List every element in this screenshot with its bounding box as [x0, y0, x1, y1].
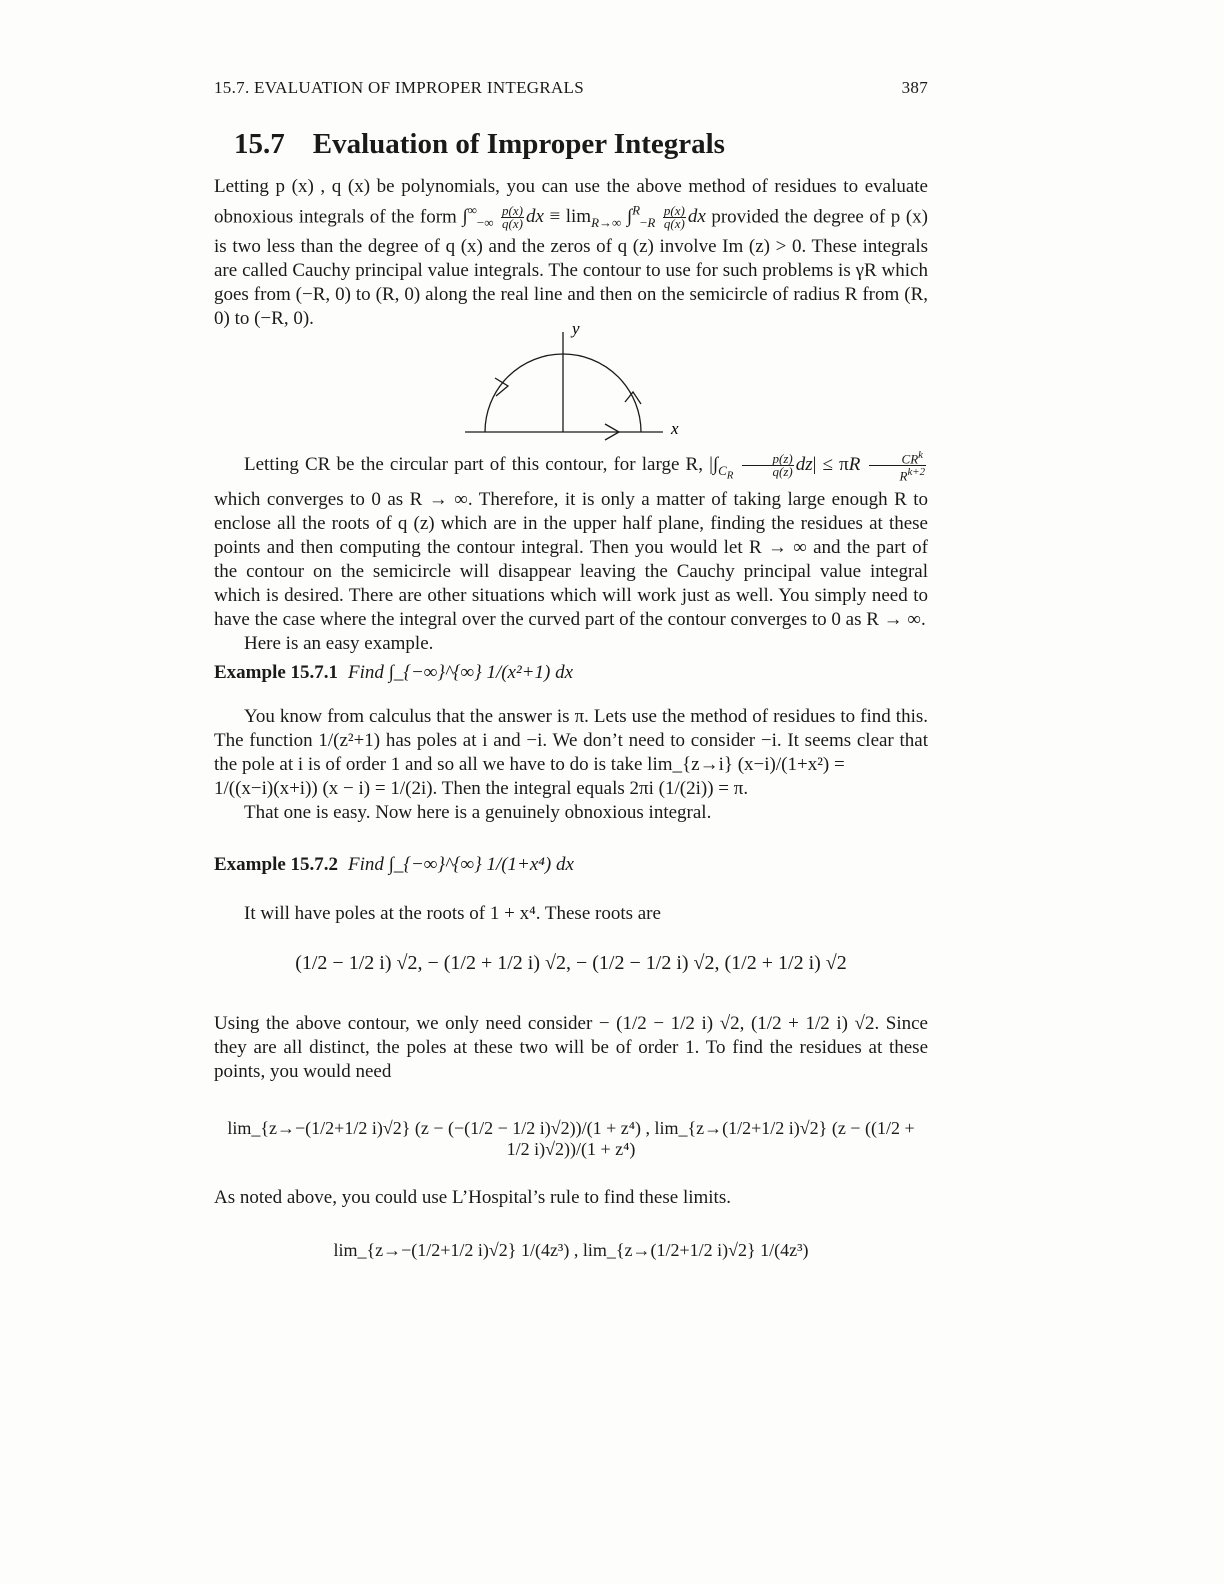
example-1-statement: Find ∫_{−∞}^{∞} 1/(x²+1) dx — [348, 662, 574, 683]
para2-text-1: Letting CR be the circular part of this contour, for large R, — [244, 454, 703, 476]
page-number: 387 — [901, 78, 928, 97]
example-2-body — [214, 1012, 928, 1084]
intro-integral-formula: $\int^\infty_{-\infty}$ $\frac{p(x)}{q(x)}$ dx ≡ $\lim_{R\to\infty} \int^R_{-R}$ $\frac{p(x)}{q(x)}$ dx — [462, 203, 706, 232]
example-2-label: Example 15.7.2 — [214, 854, 339, 875]
intro-paragraph — [214, 175, 928, 331]
arrow-left-icon — [495, 378, 508, 396]
example-1-heading — [214, 662, 573, 684]
contour-figure — [455, 318, 695, 442]
para2-text-3: Here is an easy example. — [244, 632, 434, 654]
contour-explanation — [214, 449, 928, 656]
lhospital-limits-formula: lim_{z→−(1/2+1/2 i)√2} 1/(4z³) , lim_{z→(1/2+1/2 i)√2} 1/(4z³) — [333, 1240, 809, 1260]
example-1-body — [214, 705, 928, 825]
intro-text-2: provided the degree of p (x) is two less than the degree of q (x) and the zeros of q (z) involve Im (z) > 0. These integrals are called Cauchy principal value integrals. The contour to use for such problems is γR which goes from (−R, 0) to (R, 0) along the real line and then on the semicircle of radius R from (R, 0) to (−R, 0). — [214, 206, 928, 330]
example-2-intro — [214, 902, 928, 926]
roots-display — [214, 952, 928, 975]
example-1-text-2: 1/((x−i)(x+i)) (x − i) = 1/(2i). Then the integral equals 2πi (1/(2i)) = π. — [214, 778, 749, 799]
section-number: 15.7 — [234, 128, 285, 160]
example-1-text-3: That one is easy. Now here is a genuinely obnoxious integral. — [244, 802, 712, 823]
example-2-heading — [214, 854, 574, 876]
example-1-text-1: You know from calculus that the answer is π. Lets use the method of residues to find this. The function 1/(z²+1) has poles at i and −i. We don’t need to consider −i. It seems clear that the pole at i is of order 1 and so all we have to do is take lim_{z→i} (x−i)/(1+x²) = — [214, 706, 928, 775]
residue-limits-display — [214, 1118, 928, 1160]
example-2-text-1: It will have poles at the roots of 1 + x⁴. These roots are — [244, 903, 661, 924]
residue-limits-formula: lim_{z→−(1/2+1/2 i)√2} (z − (−(1/2 − 1/2 i)√2))/(1 + z⁴) , lim_{z→(1/2+1/2 i)√2} (z − ((1/2 + 1/2 i)√2))/(1 + z⁴) — [227, 1118, 915, 1159]
y-axis-label: y — [572, 319, 580, 338]
running-header — [214, 78, 928, 98]
roots-formula: (1/2 − 1/2 i) √2, − (1/2 + 1/2 i) √2, − (1/2 − 1/2 i) √2, (1/2 + 1/2 i) √2 — [295, 952, 847, 974]
section-heading — [234, 128, 725, 161]
lhospital-limits-display — [214, 1240, 928, 1261]
example-2-text-3: As noted above, you could use L’Hospital’s rule to find these limits. — [214, 1187, 731, 1208]
example-1-label: Example 15.7.1 — [214, 662, 339, 683]
example-2-text-2: Using the above contour, we only need consider − (1/2 − 1/2 i) √2, (1/2 + 1/2 i) √2. Since they are all distinct, the poles at these two will be of order 1. To find the residues at these points, you would need — [214, 1013, 928, 1082]
example-2-note — [214, 1186, 928, 1210]
section-title: Evaluation of Improper Integrals — [312, 128, 725, 160]
intro-text-1: Letting p (x) , q (x) be polynomials, you can use the above method of residues to evaluate obnoxious integrals of the form — [214, 176, 928, 228]
x-axis-label: x — [671, 419, 679, 438]
estimate-formula: $|\int_{C_R}$ $\frac{p(z)}{q(z)}$ dz| ≤ πR $\frac{CR^k}{R^{k+2}}$ — [709, 449, 926, 484]
example-2-statement: Find ∫_{−∞}^{∞} 1/(1+x⁴) dx — [348, 854, 574, 875]
running-title: 15.7. EVALUATION OF IMPROPER INTEGRALS — [214, 78, 584, 97]
para2-text-2: which converges to 0 as R → ∞. Therefore, it is only a matter of taking large enough R to enclose all the roots of q (z) which are in the upper half plane, finding the residues at these points and then computing the contour integral. Then you would let R → ∞ and the part of the contour on the semicircle will disappear leaving the Cauchy principal value integral which is desired. There are other situations which will work just as well. You simply need to have the case where the integral over the curved part of the contour converges to 0 as R → ∞. — [214, 488, 928, 630]
